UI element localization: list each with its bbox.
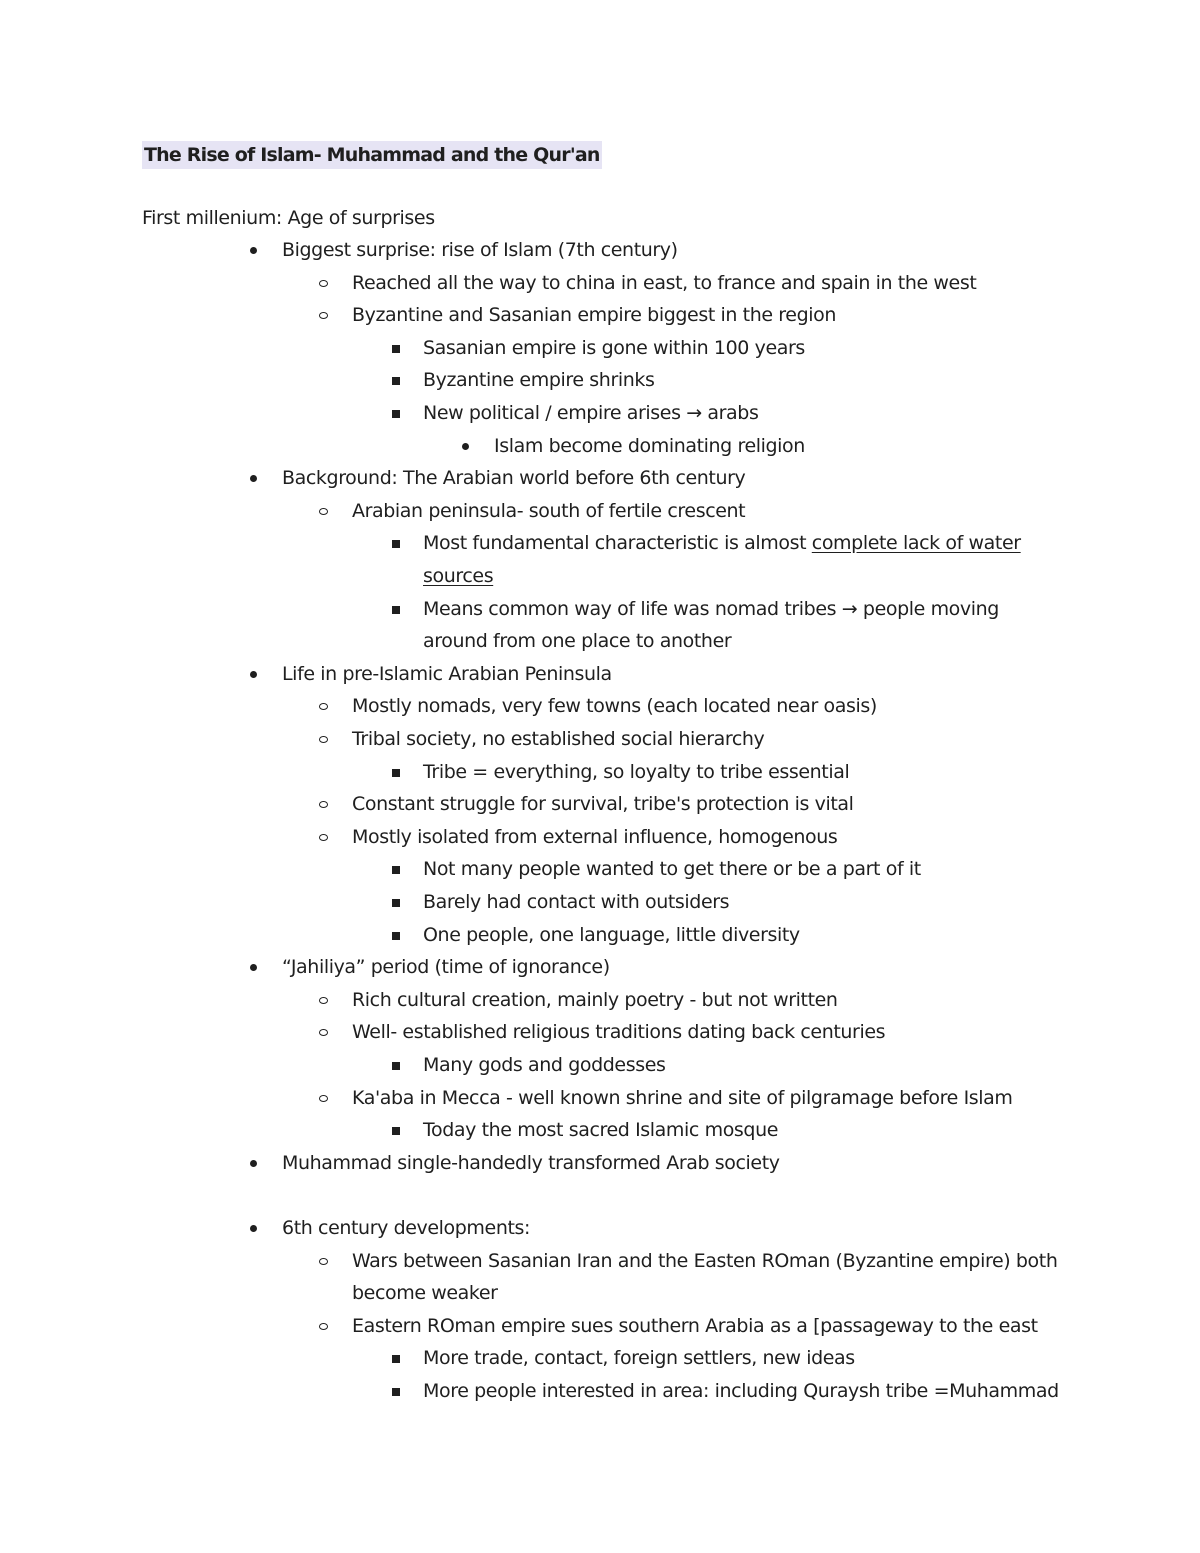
page-title: The Rise of Islam- Muhammad and the Qur'an xyxy=(142,141,602,169)
circle-bullet-icon xyxy=(319,1258,328,1265)
list-item-text: One people, one language, little diversity xyxy=(423,923,800,946)
list-item-text: Life in pre-Islamic Arabian Peninsula xyxy=(282,662,612,685)
list-item-text: Today the most sacred Islamic mosque xyxy=(423,1119,779,1142)
list-item-text: Rich cultural creation, mainly poetry - but not written xyxy=(352,988,838,1011)
list-item xyxy=(423,919,800,951)
list-item xyxy=(423,364,654,396)
square-bullet-icon xyxy=(392,899,400,907)
list-item-text: Muhammad single-handedly transformed Arab society xyxy=(282,1151,780,1174)
square-bullet-icon xyxy=(392,345,400,353)
square-bullet-icon xyxy=(392,769,400,777)
square-bullet-icon xyxy=(392,540,400,548)
square-bullet-icon xyxy=(392,377,400,385)
list-item xyxy=(423,593,999,625)
intro-line: First millenium: Age of surprises xyxy=(142,207,435,229)
list-item-text: More people interested in area: including Quraysh tribe =Muhammad xyxy=(423,1380,1059,1402)
list-item xyxy=(352,1082,1013,1114)
circle-bullet-icon xyxy=(319,834,328,841)
disc-bullet-icon xyxy=(250,1160,257,1167)
list-item xyxy=(494,430,805,462)
list-item xyxy=(282,234,678,266)
list-item xyxy=(423,527,1021,559)
list-item-text: Many gods and goddesses xyxy=(423,1054,666,1076)
list-item-text: Byzantine empire shrinks xyxy=(423,369,655,392)
list-item-text: Tribe = everything, so loyalty to tribe essential xyxy=(423,760,850,783)
list-item xyxy=(352,690,877,722)
list-item-text: Barely had contact with outsiders xyxy=(423,891,730,913)
list-item xyxy=(423,1049,666,1081)
list-item xyxy=(282,1147,780,1179)
square-bullet-icon xyxy=(392,606,400,614)
circle-bullet-icon xyxy=(319,280,328,287)
square-bullet-icon xyxy=(392,410,400,418)
list-item xyxy=(282,658,612,690)
circle-bullet-icon xyxy=(319,312,328,319)
list-item xyxy=(423,756,849,788)
list-item-text: Ka'aba in Mecca - well known shrine and site of pilgramage before Islam xyxy=(352,1086,1013,1109)
list-item xyxy=(352,1245,1057,1277)
circle-bullet-icon xyxy=(319,1095,328,1102)
square-bullet-icon xyxy=(392,932,400,940)
underlined-text: sources xyxy=(423,565,494,587)
list-item-text: Reached all the way to china in east, to france and spain in the west xyxy=(352,271,977,294)
list-item xyxy=(423,1375,1059,1407)
circle-bullet-icon xyxy=(319,736,328,743)
circle-bullet-icon xyxy=(319,801,328,808)
list-item xyxy=(352,1277,498,1309)
list-item xyxy=(423,1342,855,1374)
list-item xyxy=(423,1114,778,1146)
list-item-text: Sasanian empire is gone within 100 years xyxy=(423,336,805,359)
list-item-text: Islam become dominating religion xyxy=(494,434,805,457)
list-item xyxy=(423,625,731,657)
list-item-text: Mostly nomads, very few towns (each located near oasis) xyxy=(352,695,877,718)
list-item xyxy=(352,723,764,755)
list-item-text: Well- established religious traditions dating back centuries xyxy=(352,1021,886,1044)
list-item-text: “Jahiliya” period (time of ignorance) xyxy=(282,956,610,979)
list-item xyxy=(352,788,854,820)
disc-bullet-icon xyxy=(250,1225,257,1232)
circle-bullet-icon xyxy=(319,703,328,710)
list-item-text: Background: The Arabian world before 6th century xyxy=(282,467,746,490)
list-item-text: Most fundamental characteristic is almost xyxy=(423,532,812,555)
list-item xyxy=(423,886,729,918)
list-item xyxy=(282,462,745,494)
list-item-text: Means common way of life was nomad tribes → people moving xyxy=(423,597,999,620)
list-item-text: Arabian peninsula- south of fertile crescent xyxy=(352,499,746,522)
list-item xyxy=(423,397,758,429)
list-item xyxy=(352,1016,885,1048)
square-bullet-icon xyxy=(392,866,400,874)
square-bullet-icon xyxy=(392,1355,400,1363)
circle-bullet-icon xyxy=(319,508,328,515)
disc-bullet-icon xyxy=(250,671,257,678)
circle-bullet-icon xyxy=(319,1323,328,1330)
list-item-text: Not many people wanted to get there or be a part of it xyxy=(423,858,921,881)
disc-bullet-icon xyxy=(250,247,257,254)
list-item xyxy=(352,267,976,299)
square-bullet-icon xyxy=(392,1062,400,1070)
list-item xyxy=(352,984,838,1016)
list-item-text: More trade, contact, foreign settlers, new ideas xyxy=(423,1347,855,1370)
square-bullet-icon xyxy=(392,1388,400,1396)
list-item-text: Wars between Sasanian Iran and the Easten ROman (Byzantine empire) both xyxy=(352,1249,1058,1272)
list-item-text: become weaker xyxy=(352,1282,498,1305)
disc-bullet-icon xyxy=(462,443,469,450)
list-item xyxy=(352,495,745,527)
list-item-text: Biggest surprise: rise of Islam (7th century) xyxy=(282,239,678,261)
list-item xyxy=(352,1310,1038,1342)
list-item-text: Byzantine and Sasanian empire biggest in the region xyxy=(352,304,836,327)
circle-bullet-icon xyxy=(319,1029,328,1036)
list-item-text: Mostly isolated from external influence, homogenous xyxy=(352,825,838,848)
list-item-text: Constant struggle for survival, tribe's protection is vital xyxy=(352,793,854,816)
list-item-text: 6th century developments: xyxy=(282,1217,531,1239)
disc-bullet-icon xyxy=(250,475,257,482)
circle-bullet-icon xyxy=(319,997,328,1004)
list-item xyxy=(282,951,610,983)
list-item-text: around from one place to another xyxy=(423,630,732,653)
list-item-text: New political / empire arises → arabs xyxy=(423,402,759,424)
list-item xyxy=(352,299,836,331)
square-bullet-icon xyxy=(392,1127,400,1135)
disc-bullet-icon xyxy=(250,964,257,971)
list-item xyxy=(282,1212,530,1244)
list-item xyxy=(423,332,805,364)
list-item xyxy=(423,853,921,885)
list-item-text: Tribal society, no established social hierarchy xyxy=(352,728,765,750)
list-item-text: Eastern ROman empire sues southern Arabia as a [passageway to the east xyxy=(352,1314,1038,1337)
list-item xyxy=(423,560,493,592)
underlined-text: complete lack of water xyxy=(811,532,1021,555)
list-item xyxy=(352,821,837,853)
